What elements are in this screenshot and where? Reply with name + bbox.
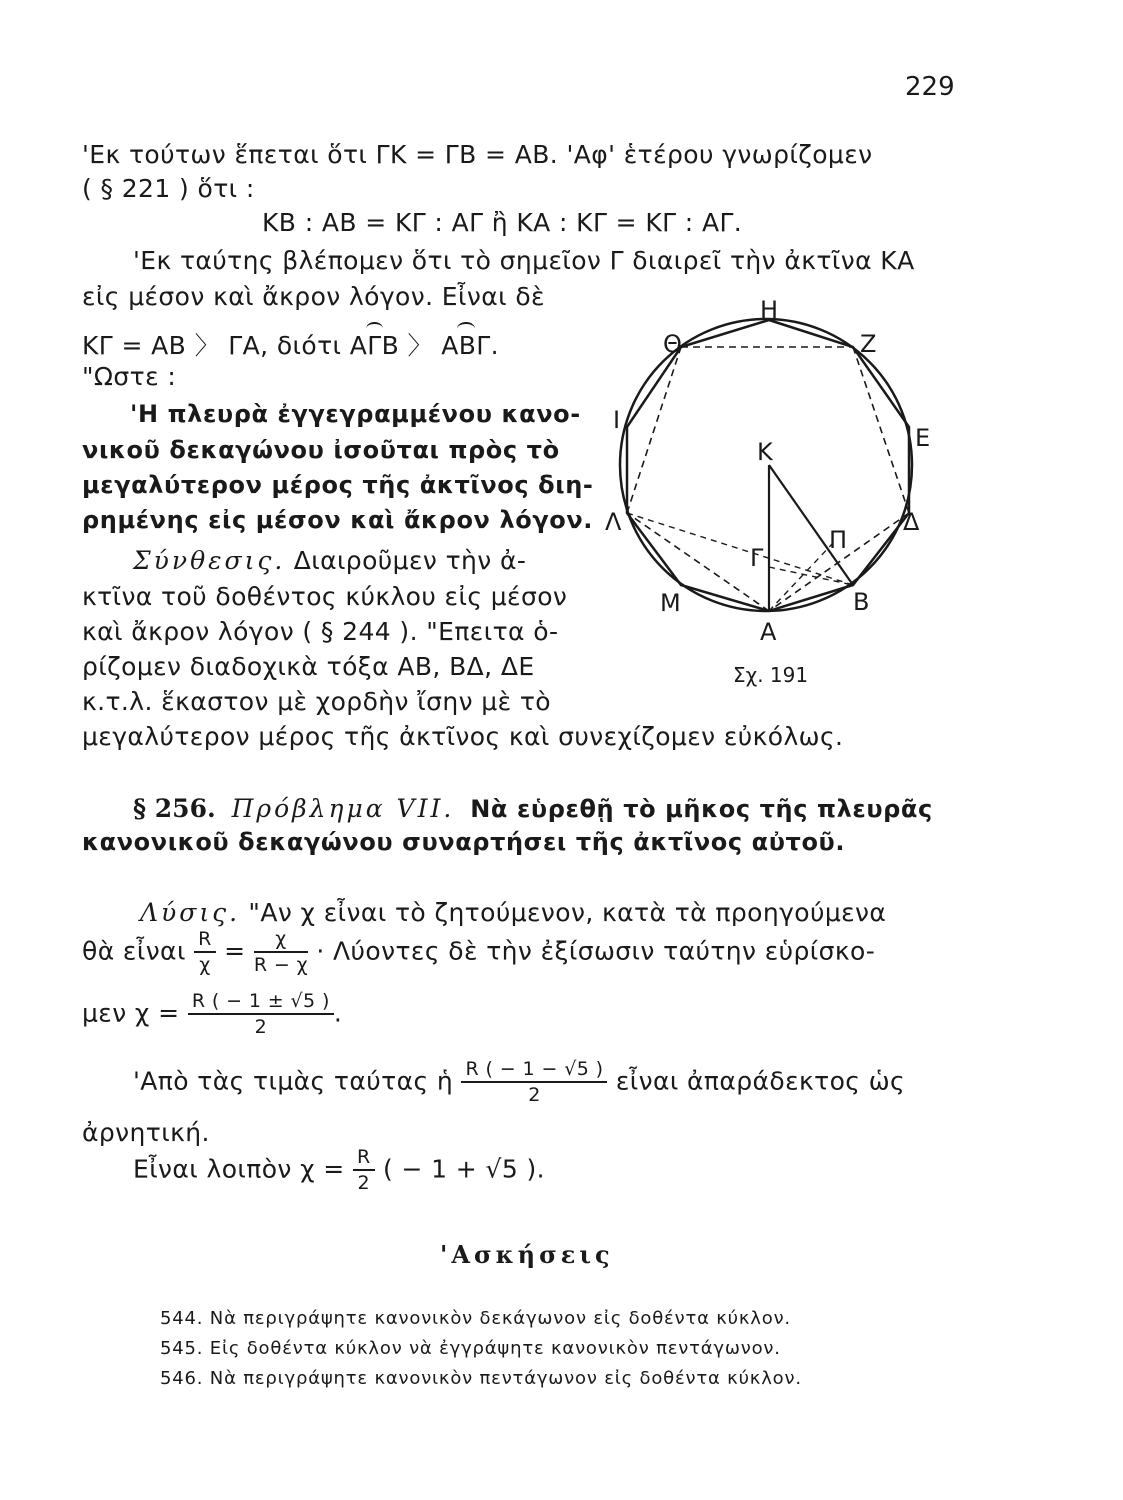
arc-abg: ΑΒΓ	[441, 331, 491, 360]
inequality-line	[82, 326, 499, 362]
denominator: R − χ	[253, 954, 308, 976]
label-lambda: Λ	[605, 508, 622, 536]
exercises-heading: 'Ασκήσεις	[440, 1240, 614, 1269]
text: · Λύοντες δὲ τὴν ἐξίσωσιν ταύτην εὑρίσκο-	[308, 936, 876, 966]
label-kappa: Κ	[757, 438, 773, 466]
label-gamma: Γ	[750, 544, 764, 572]
label-iota: Ι	[613, 406, 621, 434]
synthesis-first-line	[133, 546, 526, 575]
exercise-item: 546. Νὰ περιγράψητε κανονικὸν πεντάγωνον εἰς δοθέντα κύκλον.	[160, 1368, 802, 1389]
exercise-item: 545. Εἰς δοθέντα κύκλον νὰ ἐγγράψητε κανονικὸν πεντάγωνον.	[160, 1338, 781, 1359]
solution-label: Λύσις.	[140, 898, 241, 927]
equation-line	[82, 930, 875, 975]
text: εἶναι ἀπαράδεκτος ὡς	[607, 1066, 906, 1096]
text-line: κ.τ.λ. ἕκαστον μὲ χορδὴν ἴσην μὲ τὸ	[82, 687, 551, 716]
period: .	[490, 331, 499, 360]
numerator: χ	[254, 930, 308, 953]
label-eta: Η	[760, 296, 779, 324]
problem-title-line2: κανονικοῦ δεκαγώνου συναρτήσει τῆς ἀκτῖνος αὐτοῦ.	[82, 828, 846, 856]
text: Εἶναι λοιπὸν χ =	[133, 1154, 353, 1184]
label-alpha: Α	[760, 618, 777, 646]
text-line: κτῖνα τοῦ δοθέντος κύκλου εἰς μέσον	[82, 582, 568, 611]
proportion-line: ΚΒ : ΑΒ = ΚΓ : ΑΓ ἢ ΚΑ : ΚΓ = ΚΓ : ΑΓ.	[262, 208, 743, 237]
text: .	[333, 998, 343, 1028]
denominator: χ	[199, 954, 211, 976]
text-line: 'Εκ ταύτης βλέπομεν ὅτι τὸ σημεῖον Γ διαιρεῖ τὴν ἀκτῖνα ΚΑ	[133, 246, 915, 275]
synthesis-label: Σύνθεσις.	[133, 546, 286, 575]
label-epsilon: Ε	[915, 424, 931, 452]
final-result-line	[133, 1148, 545, 1193]
denominator: 2	[528, 1084, 541, 1106]
inequality-start: ΚΓ = ΑΒ 〉 ΓΑ, διότι	[82, 331, 350, 360]
text-line: εἰς μέσον καὶ ἄκρον λόγον. Εἶναι δὲ	[82, 282, 545, 311]
exercise-item: 544. Νὰ περιγράψητε κανονικὸν δεκάγωνον εἰς δοθέντα κύκλον.	[160, 1308, 791, 1329]
equals-sign: =	[215, 936, 254, 966]
text-line: 'Εκ τούτων ἕπεται ὅτι ΓΚ = ΓΒ = ΑΒ. 'Αφ' ἑτέρου γνωρίζομεν	[82, 140, 873, 169]
text: θὰ εἶναι	[82, 936, 195, 966]
solution-text: "Αν χ εἶναι τὸ ζητούμενον, κατὰ τὰ προηγούμενα	[240, 898, 887, 927]
denominator: 2	[357, 1172, 371, 1194]
text: 'Απὸ τὰς τιμὰς ταύτας ἡ	[133, 1066, 462, 1096]
text-line: ( § 221 ) ὅτι :	[82, 174, 255, 203]
solution-first-line	[140, 898, 886, 927]
text: ( − 1 + √5 ).	[374, 1154, 545, 1184]
page-number: 229	[905, 72, 955, 102]
figure-caption: Σχ. 191	[733, 663, 809, 687]
fraction-r-over-x	[194, 930, 216, 975]
label-theta: Θ	[663, 330, 682, 358]
numerator: R	[353, 1148, 375, 1171]
solution-formula-line	[82, 992, 342, 1037]
fraction-r-over-2	[353, 1148, 375, 1193]
label-beta: Β	[853, 588, 870, 616]
section-heading-line1	[133, 794, 933, 823]
text-line: "Ωστε :	[82, 362, 177, 391]
fraction-x-over-r-minus-x	[254, 930, 308, 975]
theorem-line: μεγαλύτερον μέρος τῆς ἀκτῖνος διη-	[82, 471, 594, 499]
text: μεν χ =	[82, 998, 188, 1028]
fraction-solution	[188, 992, 334, 1037]
problem-label: Πρόβλημα VII.	[231, 794, 455, 823]
numerator: R ( − 1 ± √5 )	[188, 992, 334, 1015]
synthesis-text: Διαιροῦμεν τὴν ἀ-	[285, 546, 527, 575]
arc-agb: ΑΓΒ	[349, 331, 400, 360]
denominator: 2	[254, 1016, 268, 1038]
theorem-line: νικοῦ δεκαγώνου ἰσοῦται πρὸς τὸ	[82, 436, 560, 464]
figure-191	[590, 290, 950, 700]
label-pi: Π	[829, 526, 848, 554]
theorem-line: ρημένης εἰς μέσον καὶ ἄκρον λόγον.	[82, 506, 594, 534]
section-number: § 256.	[133, 794, 216, 823]
text-line: ρίζομεν διαδοχικὰ τόξα ΑΒ, ΒΔ, ΔΕ	[82, 652, 535, 681]
numerator: R	[194, 930, 216, 953]
numerator: R ( − 1 − √5 )	[461, 1060, 607, 1083]
text-line: ἀρνητική.	[82, 1118, 210, 1147]
fraction-negative-root	[461, 1060, 607, 1105]
text-line: καὶ ἄκρον λόγον ( § 244 ). "Επειτα ὁ-	[82, 617, 559, 646]
gt-sign: 〉	[399, 331, 442, 360]
theorem-line: 'Η πλευρὰ ἐγγεγραμμένου κανο-	[130, 400, 581, 428]
rejection-line	[133, 1060, 905, 1105]
problem-title: Νὰ εὑρεθῇ τὸ μῆκος τῆς πλευρᾶς	[470, 795, 933, 823]
text-line: μεγαλύτερον μέρος τῆς ἀκτῖνος καὶ συνεχίζομεν εὐκόλως.	[82, 722, 844, 751]
label-mu: Μ	[660, 589, 681, 617]
label-zeta: Ζ	[860, 330, 877, 358]
label-delta: Δ	[903, 508, 920, 536]
